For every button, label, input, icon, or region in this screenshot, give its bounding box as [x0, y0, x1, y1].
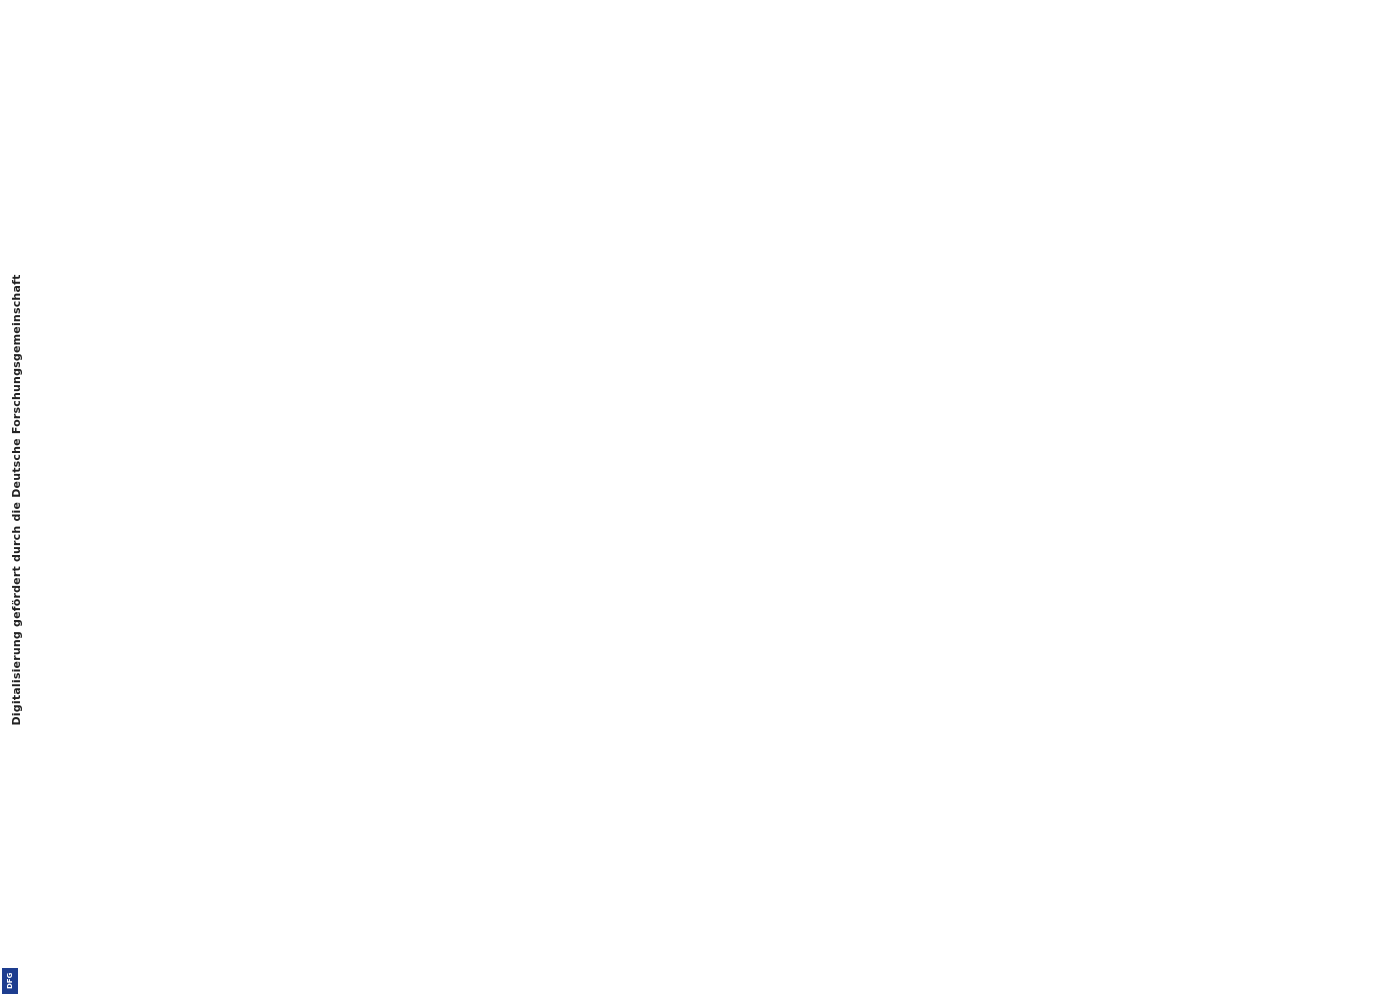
digitization-note: Digitalisierung gefördert durch die Deutsche Forschungsgemeinschaft [10, 274, 23, 726]
dfg-logo-icon: DFG [2, 968, 18, 994]
